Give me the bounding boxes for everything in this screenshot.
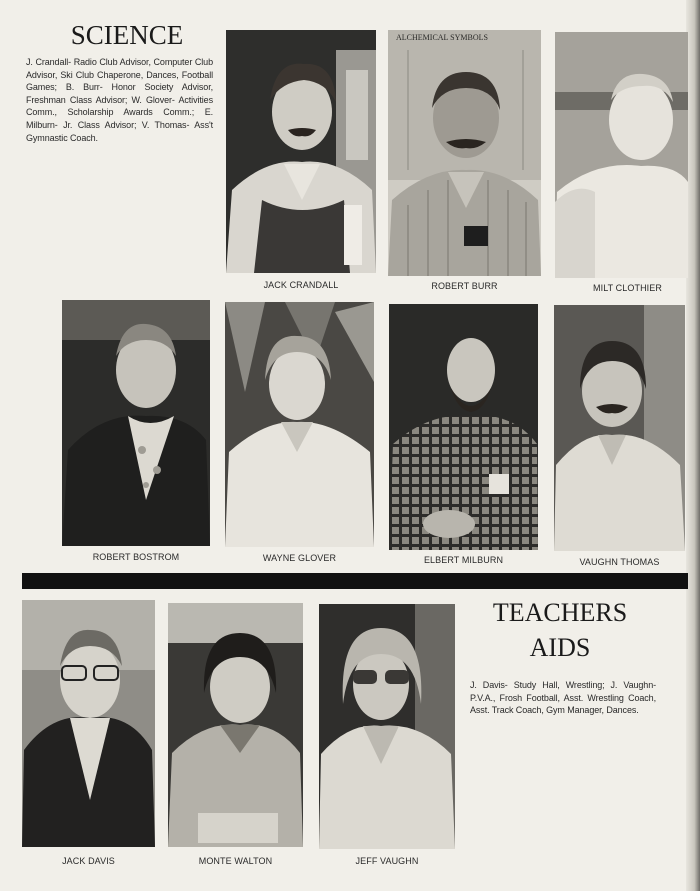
science-heading: SCIENCE: [70, 20, 184, 50]
caption-robert-burr: ROBERT BURR: [431, 281, 498, 291]
caption-elbert-milburn: ELBERT MILBURN: [423, 555, 504, 565]
portrait-jack-davis: [22, 600, 155, 847]
teachers-aids-heading-line2: AIDS: [529, 633, 591, 662]
page-edge: [686, 0, 700, 891]
portrait-robert-bostrom: [62, 300, 210, 546]
caption-vaughn-thomas: VAUGHN THOMAS: [579, 557, 660, 567]
teachers-aids-heading-line1: TEACHERS: [492, 598, 628, 627]
teachers-aids-duties-text: J. Davis- Study Hall, Wrestling; J. Vaughn- P.V.A., Frosh Football, Asst. Wrestling Coach, Asst. Track Coach, Gym Manager, Dances.: [470, 680, 656, 716]
portrait-jack-crandall: [226, 30, 376, 273]
science-duties-text: J. Crandall- Radio Club Advisor, Computer Club Advisor, Ski Club Chaperone, Dances, Football Games; B. Burr- Honor Society Advisor, Freshman Class Advisor; W. Glover- Activities Comm., Scholarship Awards Comm.; E. Milburn- Jr. Class Advisor; V. Thomas- Ass't Gymnastic Coach.: [26, 57, 213, 143]
caption-robert-bostrom: ROBERT BOSTROM: [92, 552, 180, 562]
caption-jack-crandall: JACK CRANDALL: [263, 280, 339, 290]
portrait-milt-clothier: [555, 32, 688, 278]
portrait-monte-walton: [168, 603, 303, 847]
section-divider: [22, 573, 688, 589]
portrait-vaughn-thomas: [554, 305, 685, 551]
portrait-wayne-glover: [225, 302, 374, 547]
portrait-jeff-vaughn: [319, 604, 455, 849]
portrait-robert-burr: [388, 30, 541, 276]
caption-wayne-glover: WAYNE GLOVER: [262, 553, 337, 563]
caption-jeff-vaughn: JEFF VAUGHN: [355, 856, 419, 866]
portrait-elbert-milburn: [389, 304, 538, 550]
caption-monte-walton: MONTE WALTON: [198, 856, 273, 866]
chalkboard-text: ALCHEMICAL SYMBOLS: [396, 33, 488, 42]
caption-milt-clothier: MILT CLOTHIER: [593, 283, 662, 293]
caption-jack-davis: JACK DAVIS: [62, 856, 115, 866]
